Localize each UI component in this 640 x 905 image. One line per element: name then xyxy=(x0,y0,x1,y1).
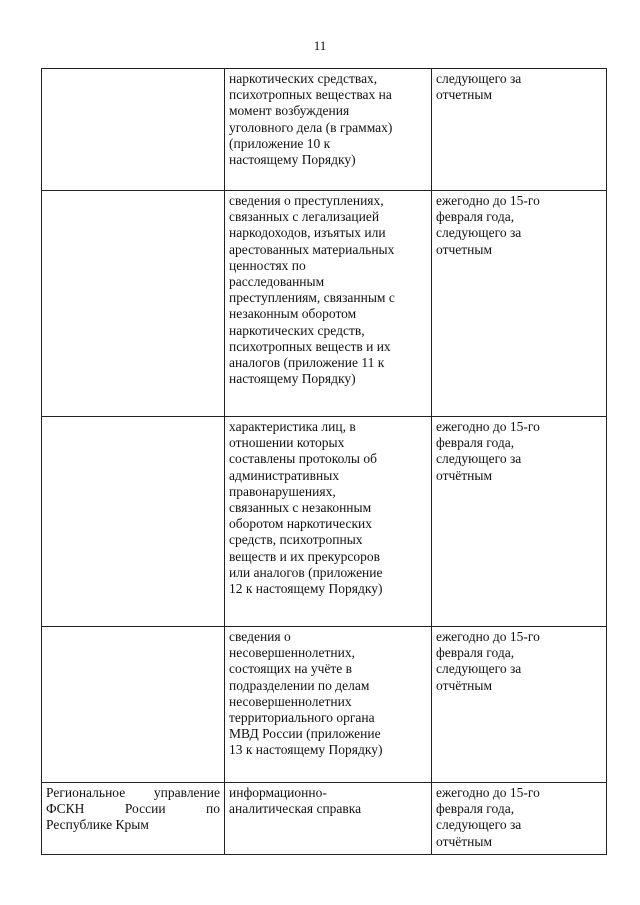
table-row xyxy=(42,417,607,627)
report-cell: характеристика лиц, в отношении которых составлены протоколы об административных правонарушениях, связанных с незаконным оборотом наркотических средств, психотропных веществ и их прекурсоров или аналогов (приложение 12 к настоящему Порядку) xyxy=(225,417,432,627)
deadline-cell: ежегодно до 15-го февраля года, следующего за отчётным xyxy=(432,627,607,783)
deadline-cell: ежегодно до 15-го февраля года, следующего за отчётным xyxy=(432,783,607,855)
organization-line: ФСКН России по xyxy=(46,801,220,817)
page-number: 11 xyxy=(313,38,327,53)
organization-cell xyxy=(42,191,225,417)
report-cell: сведения о несовершеннолетних, состоящих на учёте в подразделении по делам несовершеннолетних территориального органа МВД России (приложение 13 к настоящему Порядку) xyxy=(225,627,432,783)
table-row xyxy=(42,69,607,191)
organization-cell xyxy=(42,69,225,191)
organization-cell xyxy=(42,417,225,627)
organization-line: Республике Крым xyxy=(46,817,149,833)
report-cell: сведения о преступлениях, связанных с легализацией наркодоходов, изъятых или арестованных материальных ценностях по расследованным преступлениям, связанным с незаконным оборотом наркотических средств, психотропных веществ и их аналогов (приложение 11 к настоящему Порядку) xyxy=(225,191,432,417)
organization-cell xyxy=(42,783,225,855)
table-row xyxy=(42,627,607,783)
deadline-cell: ежегодно до 15-го февраля года, следующего за отчетным xyxy=(432,191,607,417)
organization-cell xyxy=(42,627,225,783)
table-row xyxy=(42,191,607,417)
deadline-cell: ежегодно до 15-го февраля года, следующего за отчётным xyxy=(432,417,607,627)
table-row xyxy=(42,783,607,855)
report-cell: наркотических средствах, психотропных веществах на момент возбуждения уголовного дела (в граммах) (приложение 10 к настоящему Порядку) xyxy=(225,69,432,191)
reporting-table xyxy=(41,68,607,855)
deadline-cell: следующего за отчетным xyxy=(432,69,607,191)
report-cell: информационно- аналитическая справка xyxy=(225,783,432,855)
organization-line: Региональное управление xyxy=(46,785,220,800)
